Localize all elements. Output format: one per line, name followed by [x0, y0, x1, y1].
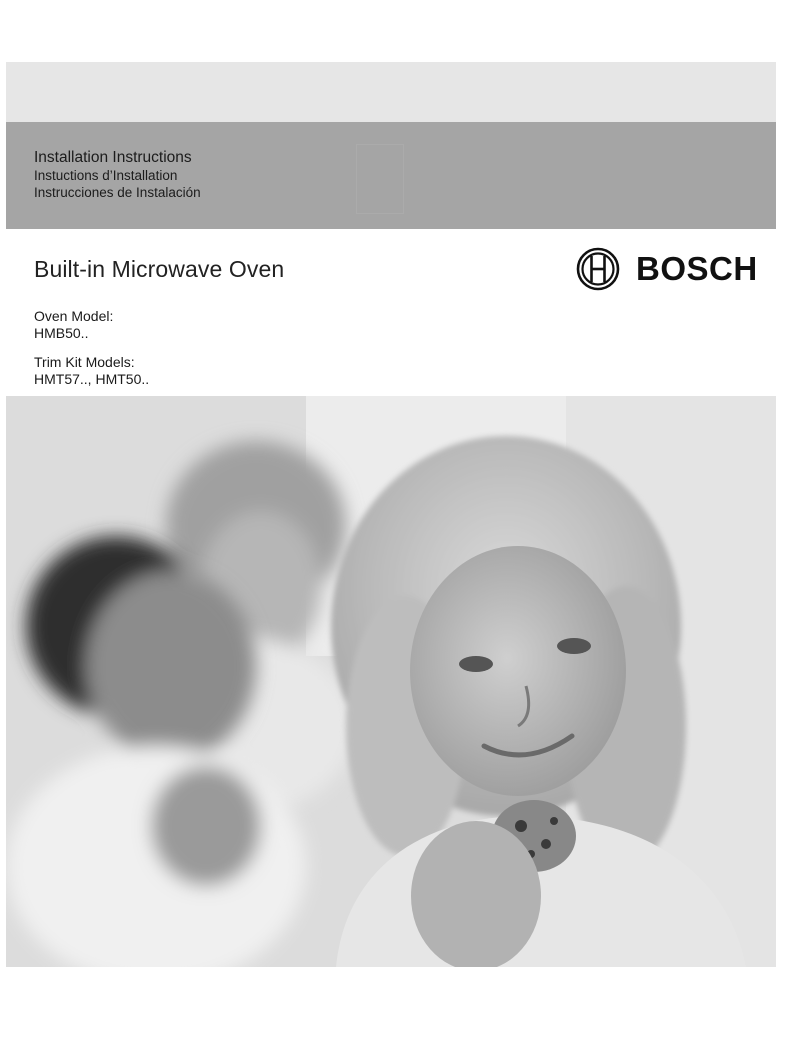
installation-instructions-titles [34, 148, 201, 201]
oven-model-label: Oven Model: [34, 308, 114, 324]
title-french: Instuctions d’Installation [34, 168, 178, 183]
title-english: Installation Instructions [34, 149, 192, 166]
family-photo [6, 396, 776, 967]
title-spanish: Instrucciones de Instalación [34, 185, 201, 200]
trim-kit-models-value: HMT57.., HMT50.. [34, 371, 150, 387]
product-title: Built-in Microwave Oven [34, 256, 285, 282]
bosch-armature-icon [576, 247, 620, 291]
oven-model-value: HMB50.. [34, 325, 89, 341]
header-title-band [6, 122, 776, 229]
family-photo-illustration [6, 396, 776, 967]
model-info [34, 308, 149, 388]
background-watermark [356, 144, 404, 214]
trim-kit-models-label: Trim Kit Models: [34, 354, 135, 370]
bosch-logo [576, 247, 776, 291]
header-top-band [6, 62, 776, 122]
brand-wordmark: BOSCH [636, 250, 758, 287]
